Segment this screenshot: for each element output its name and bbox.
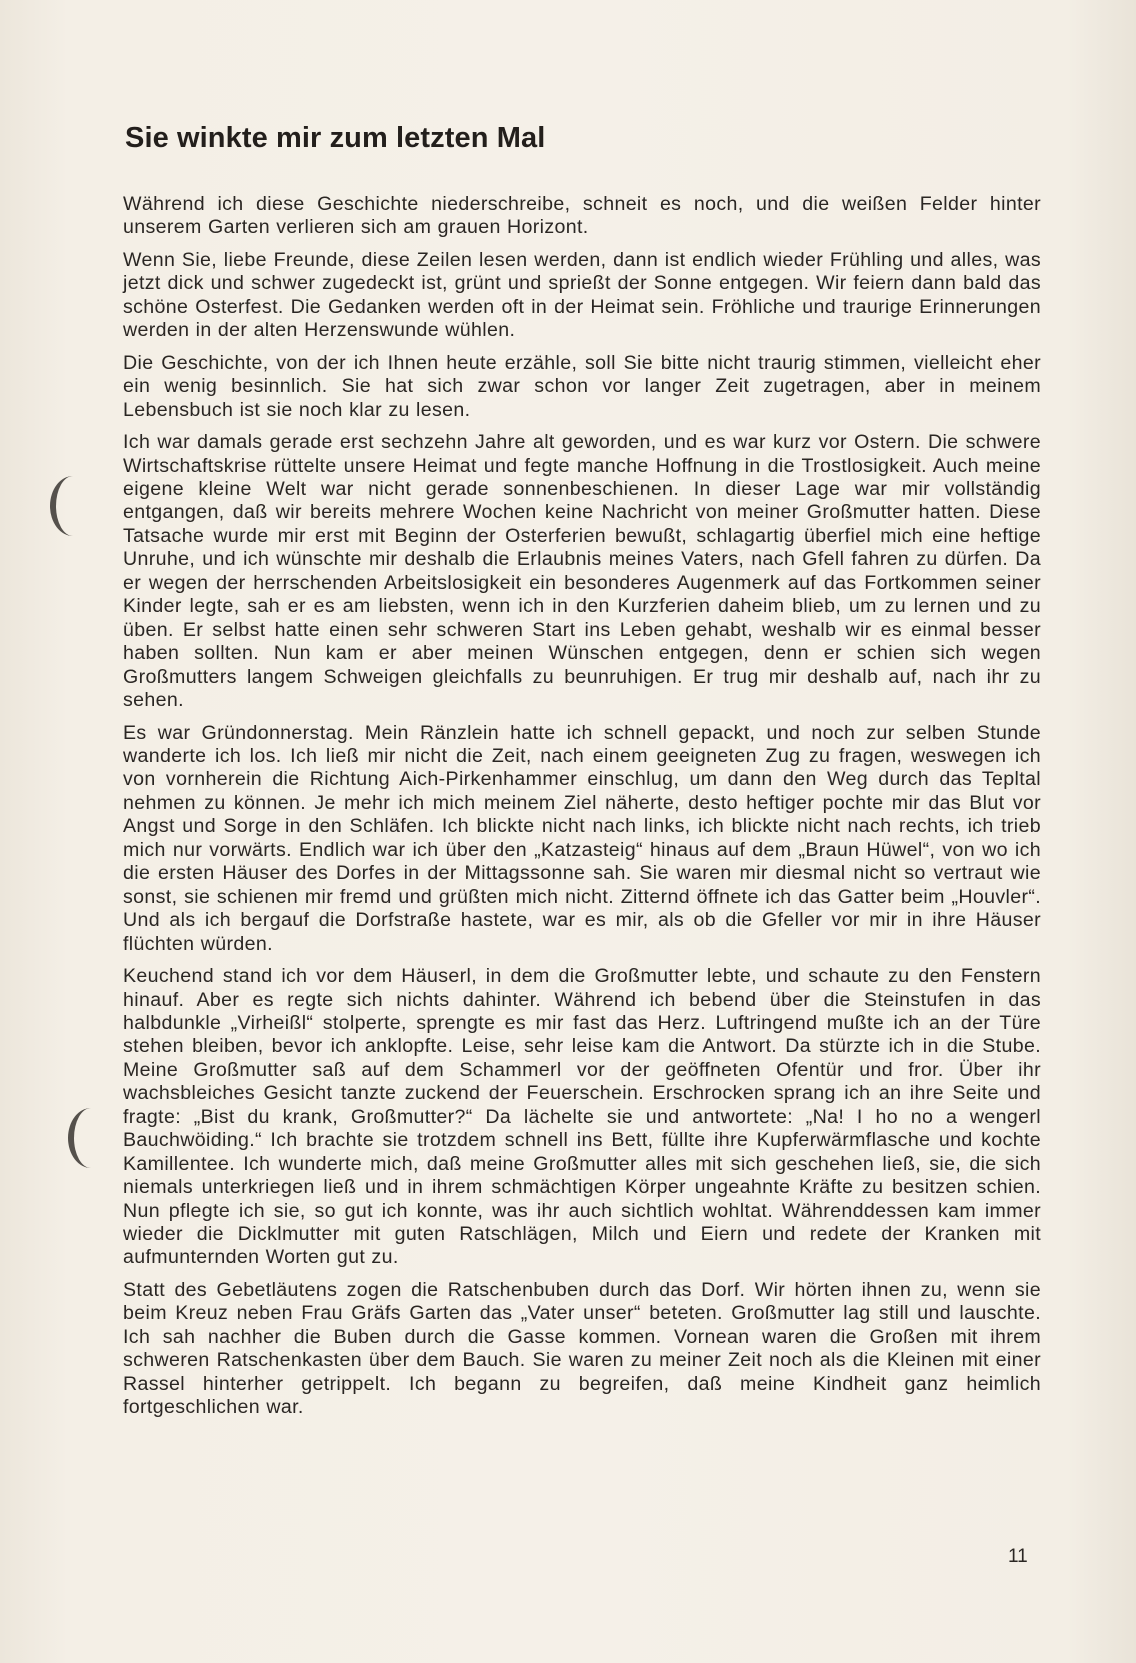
paragraph-4: Ich war damals gerade erst sechzehn Jahre alt geworden, und es war kurz vor Ostern. Die schwere Wirtschaftskrise rüttelte unsere Heimat und fegte manche Hoffnung in die Trostlosigkeit. Auch meine eigene kleine Welt war nicht gerade sonnenbeschienen. In dieser Lage war mir vollständig entgangen, daß wir bereits mehrere Wochen keine Nachricht von meiner Großmutter hatten. Diese Tatsache wurde mir erst mit Beginn der Osterferien bewußt, schlagartig überfiel mich eine heftige Unruhe, und ich wünschte mir deshalb die Erlaubnis meines Vaters, nach Gfell fahren zu dürfen. Da er wegen der herrschenden Arbeitslosigkeit ein besonderes Augenmerk auf das Fortkommen seiner Kinder legte, sah er es am liebsten, wenn ich in den Kurzferien daheim blieb, um zu lernen und zu üben. Er selbst hatte einen sehr schweren Start ins Leben gehabt, weshalb wir es einmal besser haben sollten. Nun kam er aber meinen Wünschen entgegen, denn er schien sich wegen Großmutters langem Schweigen gleichfalls zu beunruhigen. Er trug mir deshalb auf, nach ihr zu sehen.: [123, 431, 1041, 712]
punch-hole-bottom: [68, 1108, 114, 1168]
article-title: Sie winkte mir zum letzten Mal: [125, 122, 546, 154]
page-number: 11: [1008, 1546, 1028, 1567]
paragraph-3: Die Geschichte, von der ich Ihnen heute erzähle, soll Sie bitte nicht traurig stimmen, vielleicht eher ein wenig besinnlich. Sie hat sich zwar schon vor langer Zeit zugetragen, aber in meinem Lebensbuch ist sie noch klar zu lesen.: [123, 351, 1041, 421]
article: [123, 122, 1041, 1429]
paragraph-1: Während ich diese Geschichte niederschreibe, schneit es noch, und die weißen Felder hinter unserem Garten verlieren sich am grauen Horizont.: [123, 193, 1041, 239]
punch-hole-top: [50, 476, 96, 536]
paragraph-7: Statt des Gebetläutens zogen die Ratschenbuben durch das Dorf. Wir hörten ihnen zu, wenn sie beim Kreuz neben Frau Gräfs Garten das „Vater unser“ beteten. Großmutter lag still und lauschte. Ich sah nachher die Buben durch die Gasse kommen. Vornean waren die Großen mit ihrem schweren Ratschenkasten über dem Bauch. Sie waren zu meiner Zeit noch als die Kleinen mit einer Rassel hinterher getrippelt. Ich begann zu begreifen, daß meine Kindheit ganz heimlich fortgeschlichen war.: [123, 1278, 1041, 1419]
paragraph-6: Keuchend stand ich vor dem Häuserl, in dem die Großmutter lebte, und schaute zu den Fenstern hinauf. Aber es regte sich nichts dahinter. Während ich bebend über die Steinstufen in das halbdunkle „Virheißl“ stolperte, sprengte es mir fast das Herz. Luftringend mußte ich an der Türe stehen bleiben, bevor ich anklopfte. Leise, sehr leise kam die Antwort. Da stürzte ich in die Stube. Meine Großmutter saß auf dem Schammerl vor der geöffneten Ofentür und fror. Über ihr wachsbleiches Gesicht tanzte zuckend der Feuerschein. Erschrocken sprang ich an ihre Seite und fragte: „Bist du krank, Großmutter?“ Da lächelte sie und antwortete: „Na! I ho no a wengerl Bauchwöiding.“ Ich brachte sie trotzdem schnell ins Bett, füllte ihre Kupferwärmflasche und kochte Kamillentee. Ich wunderte mich, daß meine Großmutter alles mit sich geschehen ließ, sie, die sich niemals unterkriegen ließ und in ihrem schmächtigen Körper ungeahnte Kräfte zu besitzen schien. Nun pflegte ich sie, so gut ich konnte, was ihr auch sichtlich wohltat. Währenddessen kam immer wieder die Dicklmutter mit guten Ratschlägen, Milch und Eiern und redete der Kranken mit aufmunternden Worten gut zu.: [123, 965, 1041, 1269]
paragraph-2: Wenn Sie, liebe Freunde, diese Zeilen lesen werden, dann ist endlich wieder Frühling und alles, was jetzt dick und schwer zugedeckt ist, grünt und sprießt der Sonne entgegen. Wir feiern dann bald das schöne Osterfest. Die Gedanken werden oft in der Heimat sein. Fröhliche und traurige Erinnerungen werden in der alten Herzenswunde wühlen.: [123, 248, 1041, 342]
paragraph-5: Es war Gründonnerstag. Mein Ränzlein hatte ich schnell gepackt, und noch zur selben Stunde wanderte ich los. Ich ließ mir nicht die Zeit, nach einem geeigneten Zug zu fragen, weswegen ich von vornherein die Richtung Aich-Pirkenhammer einschlug, um dann den Weg durch das Tepltal nehmen zu können. Je mehr ich mich meinem Ziel näherte, desto heftiger pochte mir das Blut vor Angst und Sorge in den Schläfen. Ich blickte nicht nach links, ich blickte nicht nach rechts, ich trieb mich nur vorwärts. Endlich war ich über den „Katzasteig“ hinaus auf dem „Braun Hüwel“, von wo ich die ersten Häuser des Dorfes in der Mittagssonne sah. Sie waren mir diesmal nicht so vertraut wie sonst, sie schienen mir fremd und grüßten mich nicht. Zitternd öffnete ich das Gatter beim „Houvler“. Und als ich bergauf die Dorfstraße hastete, war es mir, als ob die Gfeller vor mir in ihre Häuser flüchten würden.: [123, 721, 1041, 955]
